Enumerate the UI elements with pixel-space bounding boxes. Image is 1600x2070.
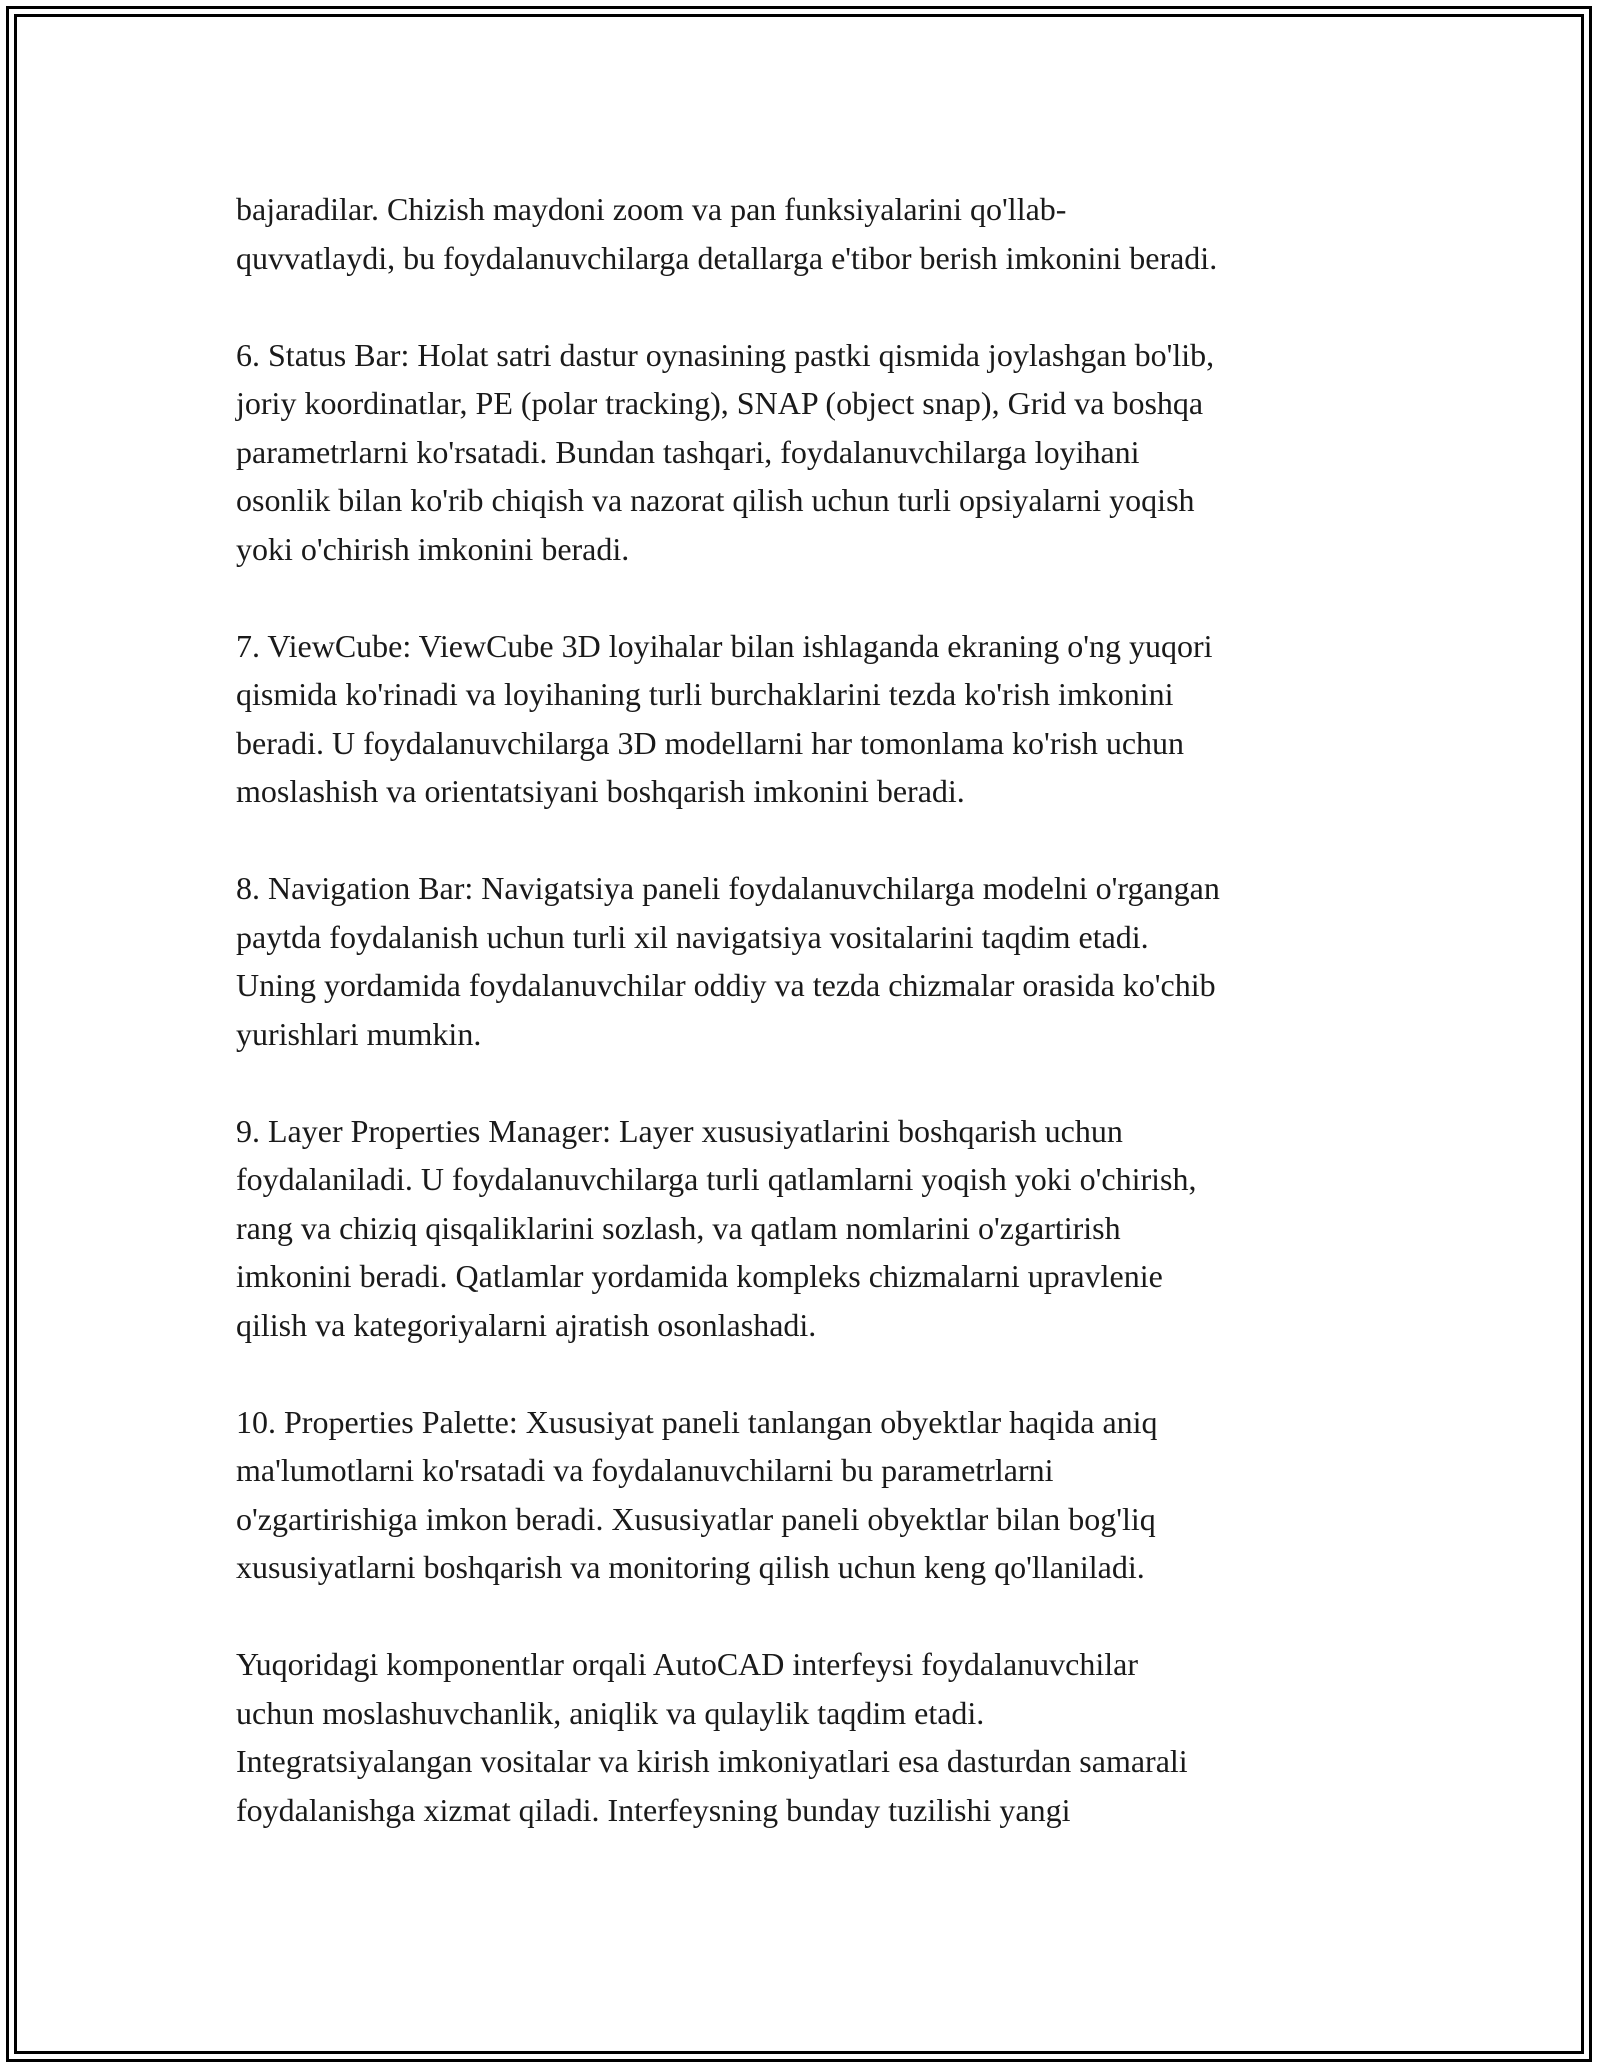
paragraph-summary: Yuqoridagi komponentlar orqali AutoCAD interfeysi foydalanuvchilar uchun moslashuvchanlik, aniqlik va qulaylik taqdim etadi. Integratsiyalangan vositalar va kirish imkoniyatlari esa dasturdan samarali foydalanishga xizmat qiladi. Interfeysning bunday tuzilishi yangi [236, 1646, 1188, 1828]
paragraph-properties-palette: 10. Properties Palette: Xususiyat paneli tanlangan obyektlar haqida aniq ma'lumotlarni ko'rsatadi va foydalanuvchilarni bu parametrlarni o'zgartirishiga imkon beradi. Xususiyatlar paneli obyektlar bilan bog'liq xususiyatlarni boshqarish va monitoring qilish uchun keng qo'llaniladi. [236, 1403, 1158, 1585]
paragraph-continuation: bajaradilar. Chizish maydoni zoom va pan funksiyalarini qo'llab- quvvatlaydi, bu foydalanuvchilarga detallarga e'tibor berish imkonini beradi. [236, 191, 1218, 276]
paragraph-viewcube: 7. ViewCube: ViewCube 3D loyihalar bilan ishlaganda ekraning o'ng yuqori qismida ko'rinadi va loyihaning turli burchaklarini tezda ko'rish imkonini beradi. U foydalanuvchilarga 3D modellarni har tomonlama ko'rish uchun moslashish va orientatsiyani boshqarish imkonini beradi. [236, 627, 1213, 809]
paragraph-navigation-bar: 8. Navigation Bar: Navigatsiya paneli foydalanuvchilarga modelni o'rgangan paytda foydalanish uchun turli xil navigatsiya vositalarini taqdim etadi. Uning yordamida foydalanuvchilar oddiy va tezda chizmalar orasida ko'chib yurishlari mumkin. [236, 870, 1220, 1052]
paragraph-layer-properties-manager: 9. Layer Properties Manager: Layer xususiyatlarini boshqarish uchun foydalaniladi. U foydalanuvchilarga turli qatlamlarni yoqish yoki o'chirish, rang va chiziq qisqaliklarini sozlash, va qatlam nomlarini o'zgartirish imkonini beradi. Qatlamlar yordamida kompleks chizmalarni upravlenie qilish va kategoriyalarni ajratish osonlashadi. [236, 1112, 1197, 1343]
page-body [236, 185, 1386, 1834]
paragraph-status-bar: 6. Status Bar: Holat satri dastur oynasining pastki qismida joylashgan bo'lib, joriy koordinatlar, PE (polar tracking), SNAP (object snap), Grid va boshqa parametrlarni ko'rsatadi. Bundan tashqari, foydalanuvchilarga loyihani osonlik bilan ko'rib chiqish va nazorat qilish uchun turli opsiyalarni yoqish yoki o'chirish imkonini beradi. [236, 336, 1215, 567]
